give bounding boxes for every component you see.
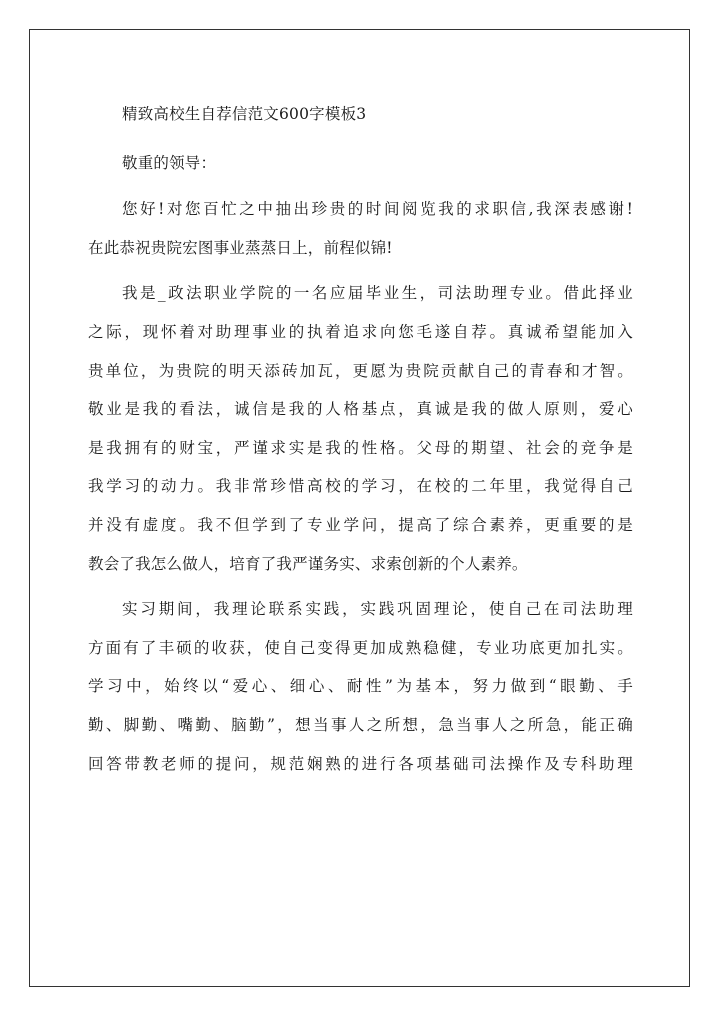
salutation: 敬重的领导： [122,153,217,172]
paragraph-line: 方面有了丰硕的收获，使自己变得更加成熟稳健，专业功底更加扎实。 [88,638,633,657]
paragraph-line: 勤、脚勤、嘴勤、脑勤”，想当事人之所想，急当事人之所急，能正确 [88,715,633,734]
paragraph-line: 我是_政法职业学院的一名应届毕业生，司法助理专业。借此择业 [122,284,633,303]
paragraph-line: 敬业是我的看法，诚信是我的人格基点，真诚是我的做人原则，爱心 [88,400,633,419]
paragraph-line: 在此恭祝贵院宏图事业蒸蒸日上，前程似锦! [88,238,393,257]
paragraph-introduction [88,274,633,583]
paragraph-line: 教会了我怎么做人，培育了我严谨务实、求索创新的个人素养。 [88,554,528,573]
paragraph-line: 实习期间，我理论联系实践，实践巩固理论，使自己在司法助理 [122,600,633,619]
paragraph-line: 是我拥有的财宝，严谨求实是我的性格。父母的期望、社会的竞争是 [88,438,633,457]
paragraph-line: 我学习的动力。我非常珍惜高校的学习，在校的二年里，我觉得自己 [88,477,633,496]
document-title: 精致高校生自荐信范文600字模板3 [122,105,367,123]
paragraph-line: 并没有虚度。我不但学到了专业学问，提高了综合素养，更重要的是 [88,515,633,534]
paragraph-line: 贵单位，为贵院的明天添砖加瓦，更愿为贵院贡献自己的青春和才智。 [88,361,633,380]
paragraph-internship [88,590,633,783]
paragraph-line: 您好!对您百忙之中抽出珍贵的时间阅览我的求职信,我深表感谢! [122,200,633,219]
paragraph-line: 回答带教老师的提问，规范娴熟的进行各项基础司法操作及专科助理 [88,754,633,773]
document-body [88,95,633,783]
paragraph-greeting [88,190,633,267]
paragraph-line: 之际，现怀着对助理事业的执着追求向您毛遂自荐。真诚希望能加入 [88,322,633,341]
paragraph-line: 学习中，始终以“爱心、细心、耐性”为基本，努力做到“眼勤、手 [88,677,633,696]
